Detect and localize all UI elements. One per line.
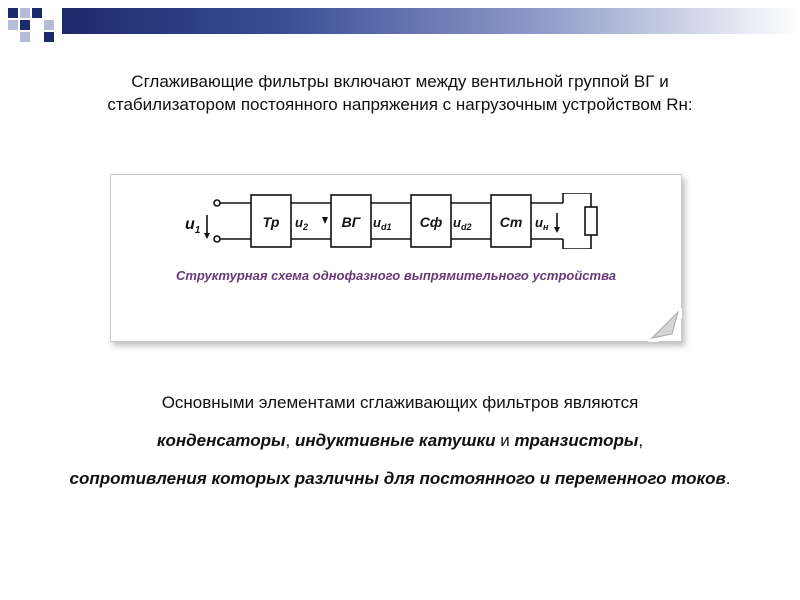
stabilizer-block-label: Ст xyxy=(499,214,523,230)
body-sep: и xyxy=(500,431,510,450)
smoothing-filter-block-label: Сф xyxy=(419,214,443,230)
load-voltage-label: $u_н$ xyxy=(535,215,549,232)
deco-square xyxy=(44,20,54,30)
deco-square xyxy=(20,32,30,42)
header-gradient-bar xyxy=(62,8,800,34)
diagram-caption: Структурная схема однофазного выпрямительного устройства xyxy=(175,268,616,283)
body-paragraph xyxy=(40,384,760,498)
block-diagram xyxy=(171,193,611,249)
body-sep: , xyxy=(285,431,291,450)
page-curl-decoration xyxy=(648,308,682,342)
slide-heading: Сглаживающие фильтры включают между вентильной группой ВГ и стабилизатором постоянного напряжения с нагрузочным устройством Rн: xyxy=(107,72,693,114)
link-voltage-label: $u_{d2}$ xyxy=(453,215,472,232)
term-inductors: индуктивные катушки xyxy=(294,431,496,450)
link-voltage-label: $u_{d1}$ xyxy=(373,215,392,232)
input-terminal xyxy=(214,200,220,206)
deco-square xyxy=(32,8,42,18)
deco-square xyxy=(20,20,30,30)
input-voltage-label: $u_1$ xyxy=(185,216,201,236)
deco-square xyxy=(8,8,18,18)
input-terminal xyxy=(214,236,220,242)
rectifier-group-block-label: ВГ xyxy=(341,214,361,230)
term-resistance-description: сопротивления которых различны для постоянного и переменного токов xyxy=(69,469,726,488)
term-capacitors: конденсаторы xyxy=(156,431,286,450)
body-sep: . xyxy=(725,469,731,488)
link-voltage-label: $u_2$ xyxy=(295,215,308,232)
body-intro: Основными элементами сглаживающих фильтров являются xyxy=(161,393,639,412)
deco-square xyxy=(8,20,18,30)
load-resistor xyxy=(585,207,597,235)
deco-square xyxy=(20,8,30,18)
diagram-card xyxy=(110,174,682,342)
term-transistors: транзисторы xyxy=(514,431,639,450)
body-sep: , xyxy=(638,431,644,450)
transformer-block-label: Тр xyxy=(262,214,280,230)
deco-square xyxy=(44,32,54,42)
